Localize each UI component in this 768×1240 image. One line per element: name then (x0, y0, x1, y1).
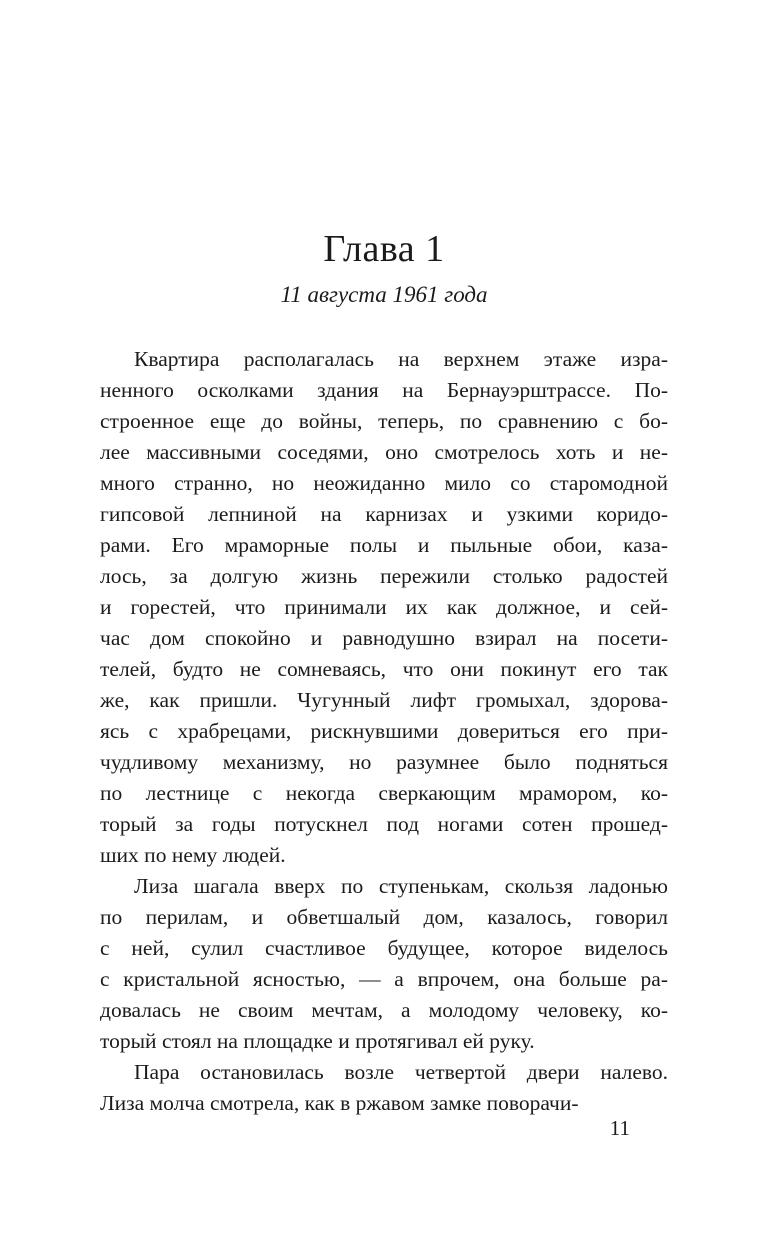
paragraph (100, 1057, 668, 1119)
text-line: Лиза шагала вверх по ступенькам, скользя ладонью (134, 874, 668, 899)
text-line: ясь с храбрецами, рискнувшими довериться его при- (100, 719, 668, 744)
text-block (100, 0, 668, 1119)
text-line: много странно, но неожиданно мило со старомодной (100, 471, 668, 496)
paragraph (100, 344, 668, 871)
text-line: ших по нему людей. (100, 843, 286, 868)
body-text (100, 344, 668, 1119)
text-line: торый стоял на площадке и протягивал ей руку. (100, 1029, 535, 1054)
text-line: рами. Его мраморные полы и пыльные обои, каза- (100, 533, 668, 558)
text-line: телей, будто не сомневаясь, что они покинут его так (100, 657, 668, 682)
text-line: по лестнице с некогда сверкающим мрамором, ко- (100, 781, 668, 806)
text-line: ненного осколками здания на Бернауэрштрассе. По- (100, 378, 668, 403)
text-line: лее массивными соседями, оно смотрелось хоть и не- (100, 440, 668, 465)
chapter-subtitle: 11 августа 1961 года (280, 281, 488, 307)
text-line: и горестей, что принимали их как должное, и сей- (100, 595, 668, 620)
text-line: лось, за долгую жизнь пережили столько радостей (100, 564, 668, 589)
text-line: с ней, сулил счастливое будущее, которое виделось (100, 936, 668, 961)
text-line: Лиза молча смотрела, как в ржавом замке поворачи- (100, 1091, 579, 1116)
text-line: час дом спокойно и равнодушно взирал на посети- (100, 626, 668, 651)
text-line: довалась не своим мечтам, а молодому человеку, ко- (100, 998, 668, 1023)
text-line: с кристальной ясностью, — а впрочем, она больше ра- (100, 967, 668, 992)
text-line: же, как пришли. Чугунный лифт громыхал, здорова- (100, 688, 668, 713)
text-line: гипсовой лепниной на карнизах и узкими коридо- (100, 502, 668, 527)
paragraph (100, 871, 668, 1057)
text-line: чудливому механизму, но разумнее было подняться (100, 750, 668, 775)
chapter-title: Глава 1 (323, 228, 445, 270)
text-line: торый за годы потускнел под ногами сотен прошед- (100, 812, 668, 837)
text-line: Квартира располагалась на верхнем этаже изра- (134, 347, 668, 372)
text-line: по перилам, и обветшалый дом, казалось, говорил (100, 905, 668, 930)
text-line: Пара остановилась возле четвертой двери налево. (134, 1060, 668, 1085)
text-line: строенное еще до войны, теперь, по сравнению с бо- (100, 409, 668, 434)
page-number: 11 (609, 1116, 630, 1140)
